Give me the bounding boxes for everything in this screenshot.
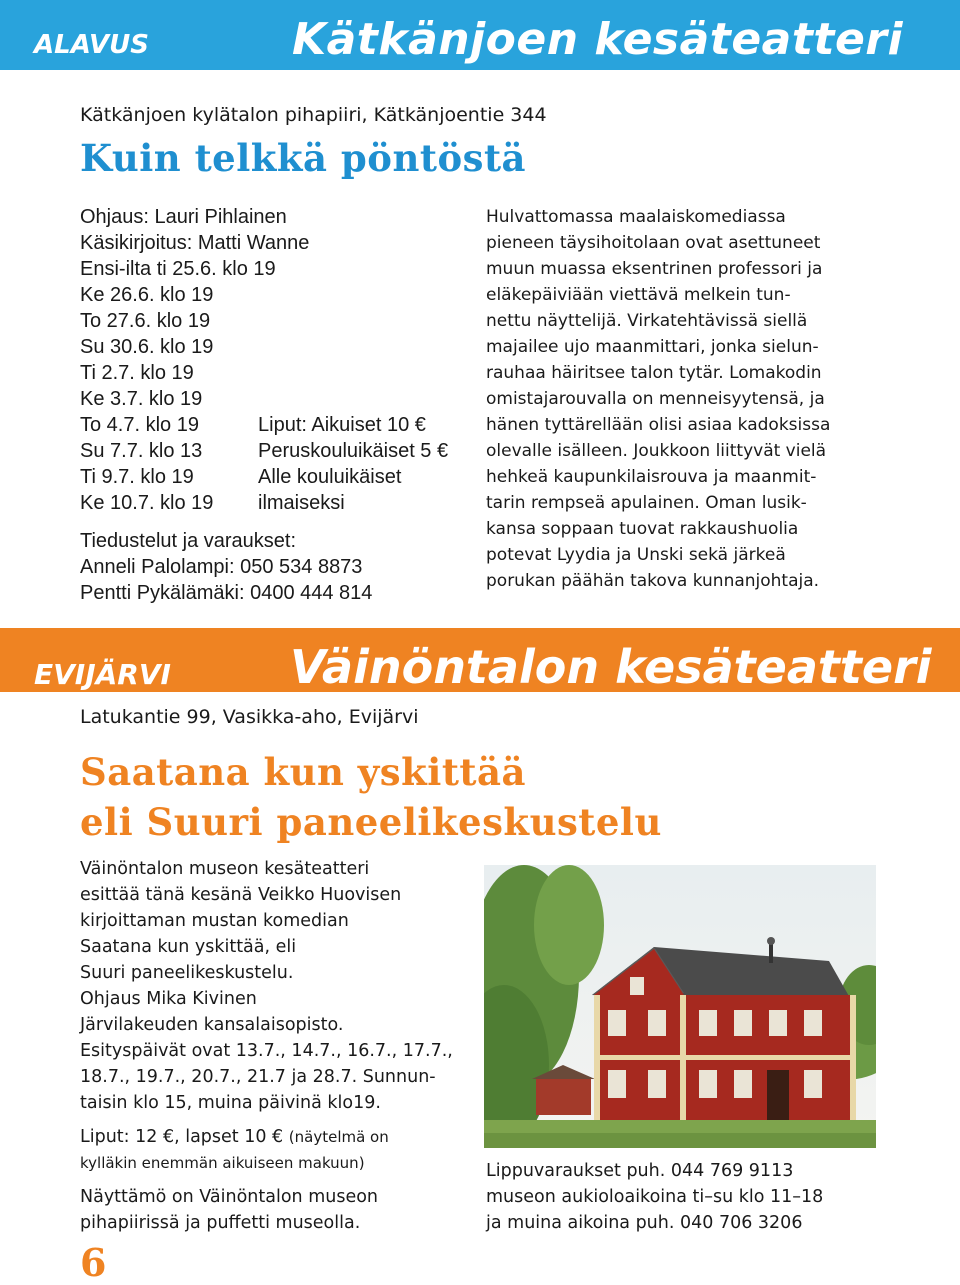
- description-line: Hulvattomassa maalaiskomediassa: [486, 207, 786, 227]
- description-line: porukan päähän takova kunnanjohtaja.: [486, 571, 820, 591]
- description-line: Järvilakeuden kansalaisopisto.: [80, 1015, 344, 1035]
- description-line: Suuri paneelikeskustelu.: [80, 963, 294, 983]
- stage-info: [80, 1184, 378, 1236]
- contact-info: [80, 528, 372, 606]
- play-description: [486, 204, 830, 594]
- booking-line: ja muina aikoina puh. 040 706 3206: [486, 1213, 803, 1233]
- ticket-line: ilmaiseksi: [258, 492, 345, 514]
- ticket-note: (näytelmä on: [288, 1128, 389, 1146]
- schedule-line: To 27.6. klo 19: [80, 310, 211, 332]
- page-number: 6: [80, 1240, 107, 1285]
- theatre-title: Väinöntalon kesäteatteri: [290, 640, 932, 694]
- alavus-banner: [0, 0, 960, 70]
- booking-info: [486, 1158, 823, 1236]
- play-subtitle: eli Suuri paneelikeskustelu: [80, 800, 662, 844]
- ticket-line: Peruskouluikäiset 5 €: [258, 440, 449, 462]
- ticket-prices: [80, 1124, 389, 1150]
- description-line: potevat Lyydia ja Unski sekä järkeä: [486, 545, 786, 565]
- description-line: rauhaa häiritsee talon tytär. Lomakodin: [486, 363, 822, 383]
- description-line: kansa soppaan tuovat rakkaushuolia: [486, 519, 799, 539]
- venue-address: Latukantie 99, Vasikka-aho, Evijärvi: [80, 706, 419, 728]
- schedule-line: To 4.7. klo 19: [80, 414, 199, 436]
- ticket-line: Alle kouluikäiset: [258, 466, 402, 488]
- theatre-title: Kätkänjoen kesäteatteri: [292, 14, 904, 65]
- description-line: Ohjaus Mika Kivinen: [80, 989, 257, 1009]
- schedule-line: Su 30.6. klo 19: [80, 336, 214, 358]
- contact-line: Pentti Pykälämäki: 0400 444 814: [80, 582, 373, 604]
- red-house-illustration: [484, 865, 876, 1148]
- evijarvi-banner: [0, 628, 960, 692]
- schedule-line: Ensi-ilta ti 25.6. klo 19: [80, 258, 276, 280]
- credit-line: Ohjaus: Lauri Pihlainen: [80, 206, 287, 228]
- ticket-prices: [258, 412, 448, 516]
- booking-line: Lippuvaraukset puh. 044 769 9113: [486, 1161, 794, 1181]
- schedule-line: Su 7.7. klo 13: [80, 440, 203, 462]
- play-title: Kuin telkkä pöntöstä: [80, 136, 527, 180]
- stage-line: Näyttämö on Väinöntalon museon: [80, 1187, 379, 1207]
- region-label: ALAVUS: [34, 30, 150, 60]
- booking-line: museon aukioloaikoina ti–su klo 11–18: [486, 1187, 824, 1207]
- schedule-line: Ke 10.7. klo 19: [80, 492, 214, 514]
- description-line: olevalle isälleen. Joukkoon liittyvät vielä: [486, 441, 827, 461]
- description-line: Esityspäivät ovat 13.7., 14.7., 16.7., 17.7.,: [80, 1041, 453, 1061]
- description-line: hehkeä kaupunkilaisrouva ja maanmit-: [486, 467, 817, 487]
- description-line: eläkepäiviään viettävä melkein tun-: [486, 285, 791, 305]
- venue-address: Kätkänjoen kylätalon pihapiiri, Kätkänjoentie 344: [80, 104, 547, 126]
- description-line: Saatana kun yskittää, eli: [80, 937, 297, 957]
- ticket-note-line: kylläkin enemmän aikuiseen makuun): [80, 1154, 365, 1172]
- description-line: tarin rempseä apulainen. Oman lusik-: [486, 493, 807, 513]
- schedule-line: Ti 2.7. klo 19: [80, 362, 194, 384]
- play-title: Saatana kun yskittää: [80, 750, 526, 794]
- schedule-line: Ke 26.6. klo 19: [80, 284, 214, 306]
- schedule-line: Ti 9.7. klo 19: [80, 466, 194, 488]
- contact-line: Anneli Palolampi: 050 534 8873: [80, 556, 363, 578]
- description-line: Väinöntalon museon kesäteatteri: [80, 859, 370, 879]
- description-line: majailee ujo maanmittari, jonka sielun-: [486, 337, 819, 357]
- region-label: EVIJÄRVI: [34, 658, 171, 691]
- description-line: omistajarouvalla on menneisyytensä, ja: [486, 389, 825, 409]
- description-line: nettu näyttelijä. Virkatehtävissä siellä: [486, 311, 808, 331]
- description-line: pieneen täysihoitolaan ovat asettuneet: [486, 233, 821, 253]
- ticket-line: Liput: Aikuiset 10 €: [258, 414, 426, 436]
- stage-line: pihapiirissä ja puffetti museolla.: [80, 1213, 361, 1233]
- play-description: [80, 856, 453, 1116]
- ticket-main: Liput: 12 €, lapset 10 €: [80, 1127, 284, 1147]
- contact-line: Tiedustelut ja varaukset:: [80, 530, 297, 552]
- museum-photo: [484, 865, 876, 1148]
- description-line: 18.7., 19.7., 20.7., 21.7 ja 28.7. Sunnun-: [80, 1067, 436, 1087]
- schedule-line: Ke 3.7. klo 19: [80, 388, 203, 410]
- description-line: muun muassa eksentrinen professori ja: [486, 259, 823, 279]
- description-line: esittää tänä kesänä Veikko Huovisen: [80, 885, 402, 905]
- description-line: hänen tyttärellään olisi asiaa kadoksissa: [486, 415, 831, 435]
- description-line: taisin klo 15, muina päivinä klo19.: [80, 1093, 381, 1113]
- description-line: kirjoittaman mustan komedian: [80, 911, 349, 931]
- credit-line: Käsikirjoitus: Matti Wanne: [80, 232, 310, 254]
